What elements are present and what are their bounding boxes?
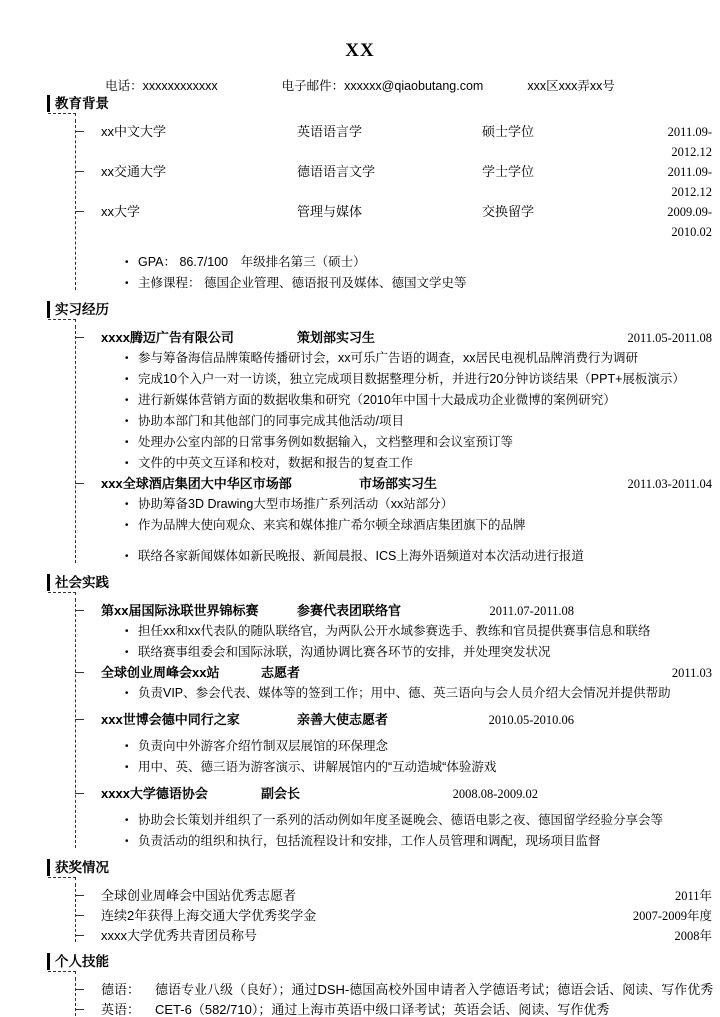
section-awards: [0, 858, 720, 946]
job-company: xxxx腾迈广告有限公司: [101, 330, 234, 345]
job-title: 市场部实习生: [359, 476, 438, 491]
list-item: • 主修课程： 德国企业管理、德语报刊及媒体、德国文学史等: [125, 273, 712, 294]
section-body-internship: [75, 328, 720, 567]
list-item: • 处理办公室内部的日常事务例如数据输入，文档整理和会议室预订等: [125, 432, 712, 453]
activity-bullets: [101, 683, 720, 704]
education-date: 2011.09-2012.12: [667, 125, 712, 159]
activity-bullets: [101, 810, 720, 852]
award-name: 全球创业周峰会中国站优秀志愿者: [101, 888, 297, 903]
activity-name: xxx世博会德中同行之家: [101, 712, 240, 727]
skill-detail: CET-6（582/710）；通过上海市英语中级口译考试；英语会话、阅读、写作优秀: [155, 1002, 610, 1017]
list-item: • 协助会长策划并组织了一系列的活动例如年度圣诞晚会、德语电影之夜、德国留学经验分享会等: [125, 810, 712, 831]
job-row: [101, 328, 720, 348]
section-education: [0, 94, 720, 294]
list-item: • GPA： 86.7/100 年级排名第三（硕士）: [125, 252, 712, 273]
award-row: [101, 906, 720, 926]
award-date: 2007-2009年度: [632, 909, 712, 923]
activity-date: 2008.08-2009.02: [452, 787, 538, 801]
activity-name: 全球创业周峰会xx站: [101, 665, 220, 680]
award-date: 2008年: [674, 929, 712, 943]
activity-row: [101, 784, 720, 804]
award-row: [101, 926, 720, 946]
education-school: xx中文大学: [101, 124, 167, 139]
list-item: • 负责VIP、参会代表、媒体等的签到工作；用中、德、英三语向与会人员介绍大会情况并提供帮助: [125, 683, 712, 704]
activity-row: [101, 710, 720, 730]
job-date: 2011.03-2011.04: [627, 477, 712, 491]
education-major: 管理与媒体: [297, 204, 363, 219]
skill-language: 英语：: [101, 1002, 141, 1017]
phone-text: 电话：xxxxxxxxxxxx: [105, 79, 218, 93]
job-company: xxx全球酒店集团大中华区市场部: [101, 476, 292, 491]
education-school: xx交通大学: [101, 164, 167, 179]
section-skills: [0, 952, 720, 1017]
job-bullets: [101, 494, 720, 567]
section-body-awards: [75, 886, 720, 946]
education-date: 2011.09-2012.12: [667, 165, 712, 199]
activity-date: 2011.03: [671, 666, 712, 680]
tree-elbow: [48, 592, 720, 601]
list-item: • 协助本部门和其他部门的同事完成其他活动/项目: [125, 411, 712, 432]
email-text: 电子邮件：xxxxxx@qiaobutang.com: [281, 79, 484, 93]
list-item: • 联络各家新闻媒体如新民晚报、新闻晨报、ICS上海外语频道对本次活动进行报道: [125, 546, 712, 567]
activity-name: xxxx大学德语协会: [101, 786, 208, 801]
activity-role: 参赛代表团联络官: [297, 603, 402, 618]
section-body-education: [75, 122, 720, 294]
activity-bullets: [101, 621, 720, 663]
section-title-social-practice: 社会实践: [47, 573, 720, 592]
tree-elbow: [48, 971, 720, 980]
job-bullets: [101, 348, 720, 474]
job-row: [101, 474, 720, 494]
list-item: • 进行新媒体营销方面的数据收集和研究（2010年中国十大最成功企业微博的案例研究）: [125, 390, 712, 411]
section-title-awards: 获奖情况: [47, 858, 720, 877]
spacer: [101, 242, 720, 252]
section-title-skills: 个人技能: [47, 952, 720, 971]
address-text: xxx区xxx弄xx号: [527, 79, 615, 93]
list-item: • 担任xx和xx代表队的随队联络官，为两队公开水域参赛选手、教练和官员提供赛事信息和联络: [125, 621, 712, 642]
skill-row: [101, 980, 720, 1000]
contact-line: [0, 76, 720, 94]
education-bullets: [101, 252, 720, 294]
activity-date: 2010.05-2010.06: [488, 713, 574, 727]
section-body-skills: [75, 980, 720, 1017]
education-degree: 交换留学: [482, 204, 535, 219]
section-title-education: 教育背景: [47, 94, 720, 113]
activity-row: [101, 601, 720, 621]
activity-role: 志愿者: [261, 665, 301, 680]
tree-elbow: [48, 113, 720, 122]
section-internship: [0, 300, 720, 567]
skill-detail: 德语专业八级（良好）；通过DSH-德国高校外国申请者入学德语考试；德语会话、阅读、写作优秀: [155, 982, 714, 997]
education-row: [101, 122, 720, 162]
skill-language: 德语：: [101, 982, 141, 997]
award-name: 连续2年获得上海交通大学优秀奖学金: [101, 908, 317, 923]
education-major: 德语语言文学: [297, 164, 376, 179]
job-title: 策划部实习生: [297, 330, 376, 345]
list-item: • 参与筹备海信品牌策略传播研讨会，xx可乐广告语的调查，xx居民电视机品牌消费行为调研: [125, 348, 712, 369]
section-social-practice: [0, 573, 720, 852]
list-item: • 用中、英、德三语为游客演示、讲解展馆内的“互动造城“体验游戏: [125, 757, 712, 778]
section-title-internship: 实习经历: [47, 300, 720, 319]
job-date: 2011.05-2011.08: [627, 331, 712, 345]
list-item: • 负责向中外游客介绍竹制双层展馆的环保理念: [125, 736, 712, 757]
activity-bullets: [101, 736, 720, 778]
tree-elbow: [48, 319, 720, 328]
education-degree: 学士学位: [482, 164, 535, 179]
skill-row: [101, 1000, 720, 1017]
list-item: • 协助筹备3D Drawing大型市场推广系列活动（xx站部分）: [125, 494, 712, 515]
education-major: 英语语言学: [297, 124, 363, 139]
education-date: 2009.09-2010.02: [667, 205, 712, 239]
activity-role: 亲善大使志愿者: [297, 712, 389, 727]
award-name: xxxx大学优秀共青团员称号: [101, 928, 258, 943]
education-degree: 硕士学位: [482, 124, 535, 139]
award-date: 2011年: [674, 889, 712, 903]
list-item: • 负责活动的组织和执行，包括流程设计和安排，工作人员管理和调配，现场项目监督: [125, 831, 712, 852]
list-item: • 作为品牌大使向观众、来宾和媒体推广希尔顿全球酒店集团旗下的品牌: [125, 515, 712, 536]
section-body-social-practice: [75, 601, 720, 852]
activity-role: 副会长: [261, 786, 301, 801]
activity-date: 2011.07-2011.08: [489, 604, 574, 618]
page-title: XX: [345, 40, 375, 61]
activity-row: [101, 663, 720, 683]
education-school: xx大学: [101, 204, 141, 219]
list-item: • 完成10个入户一对一访谈，独立完成项目数据整理分析，并进行20分钟访谈结果（PPT+展板演示）: [125, 369, 712, 390]
list-item: • 联络赛事组委会和国际泳联，沟通协调比赛各环节的安排，并处理突发状况: [125, 642, 712, 663]
education-row: [101, 162, 720, 202]
list-item: • 文件的中英文互译和校对，数据和报告的复查工作: [125, 453, 712, 474]
award-row: [101, 886, 720, 906]
education-row: [101, 202, 720, 242]
tree-elbow: [48, 877, 720, 886]
activity-name: 第xx届国际泳联世界锦标赛: [101, 603, 259, 618]
